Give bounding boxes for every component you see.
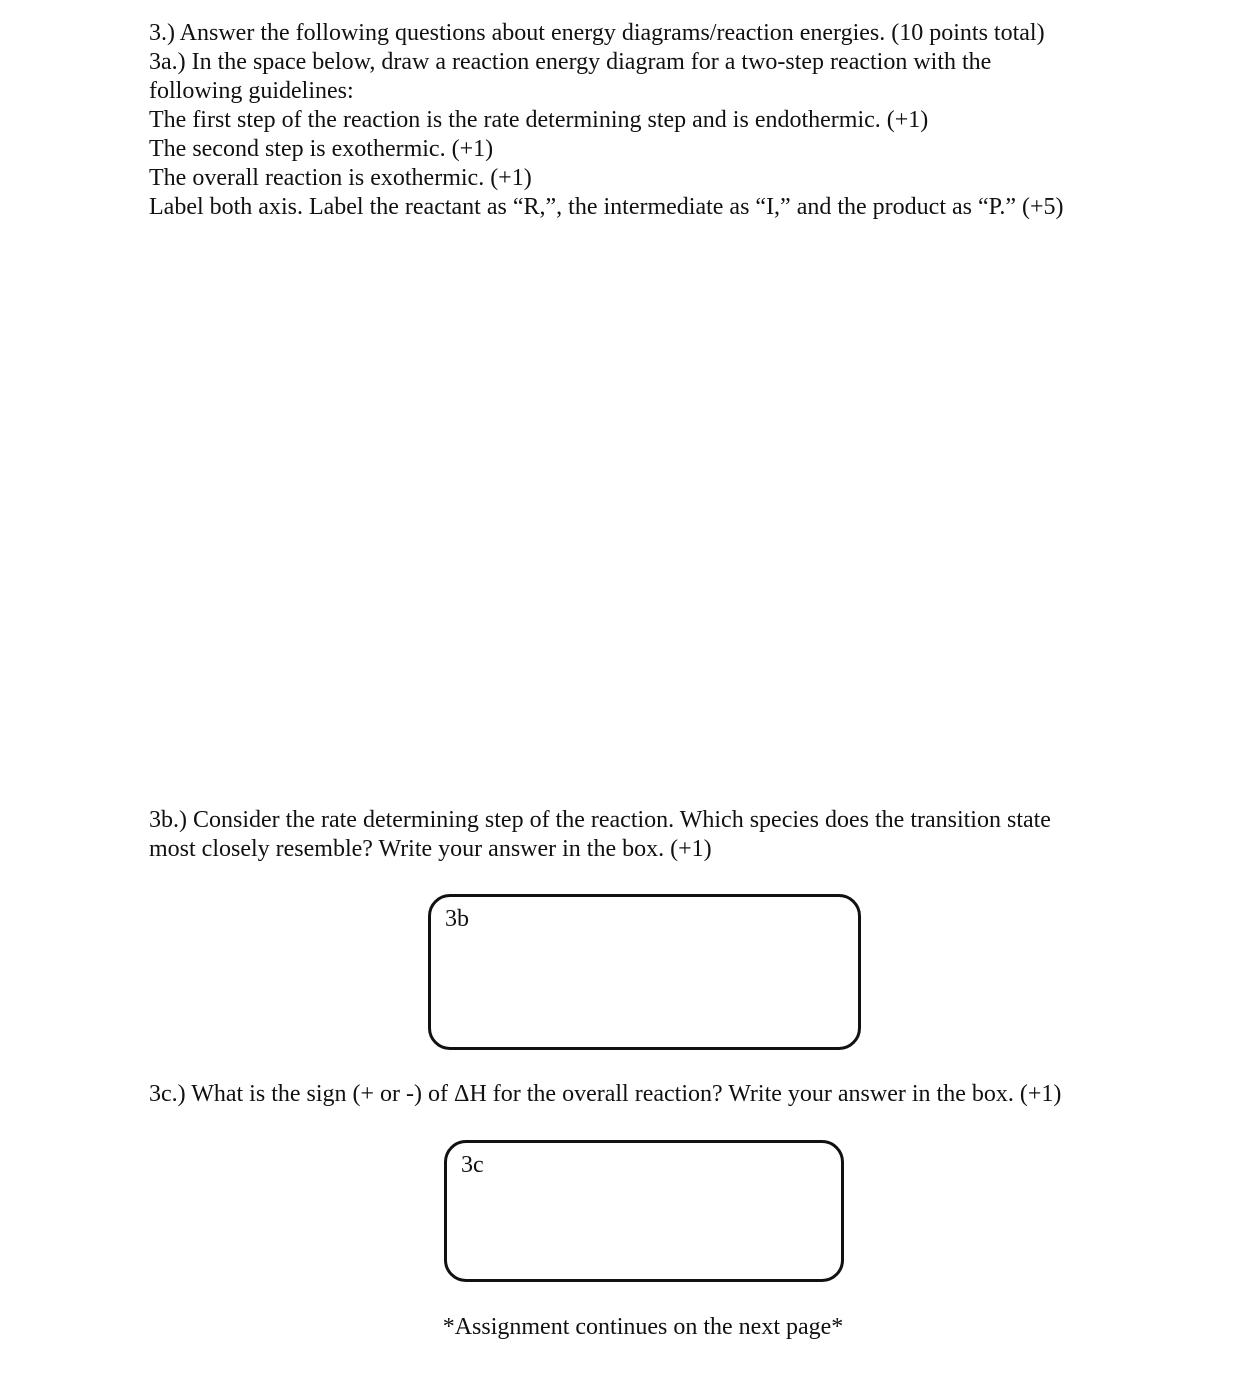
question-3-header: 3.) Answer the following questions about energy diagrams/reaction energies. (10 points total)	[149, 20, 1045, 46]
question-3-instructions	[149, 19, 1064, 222]
question-3b-prompt	[149, 806, 1051, 864]
question-3c-line: 3c.) What is the sign (+ or -) of ΔH for the overall reaction? Write your answer in the box. (+1)	[149, 1081, 1062, 1107]
answer-box-3b[interactable]	[428, 894, 861, 1050]
guideline-second-step: The second step is exothermic. (+1)	[149, 136, 494, 162]
question-3a-prompt-line-2: following guidelines:	[149, 78, 354, 104]
answer-box-3c[interactable]	[444, 1140, 844, 1282]
guideline-first-step: The first step of the reaction is the rate determining step and is endothermic. (+1)	[149, 107, 929, 133]
diagram-drawing-area[interactable]	[149, 240, 1129, 780]
question-3a-prompt-line-1: 3a.) In the space below, draw a reaction energy diagram for a two-step reaction with the	[149, 49, 992, 75]
answer-box-3b-label: 3b	[445, 906, 469, 932]
continuation-note: *Assignment continues on the next page*	[442, 1314, 844, 1340]
question-3b-line-2: most closely resemble? Write your answer in the box. (+1)	[149, 836, 712, 862]
guideline-overall-reaction: The overall reaction is exothermic. (+1)	[149, 165, 532, 191]
guideline-labels: Label both axis. Label the reactant as “R,”, the intermediate as “I,” and the product as “P.” (+5)	[149, 194, 1064, 220]
answer-box-3c-label: 3c	[461, 1152, 484, 1178]
question-3c-prompt	[149, 1080, 1061, 1109]
question-3b-line-1: 3b.) Consider the rate determining step of the reaction. Which species does the transition state	[149, 807, 1051, 833]
